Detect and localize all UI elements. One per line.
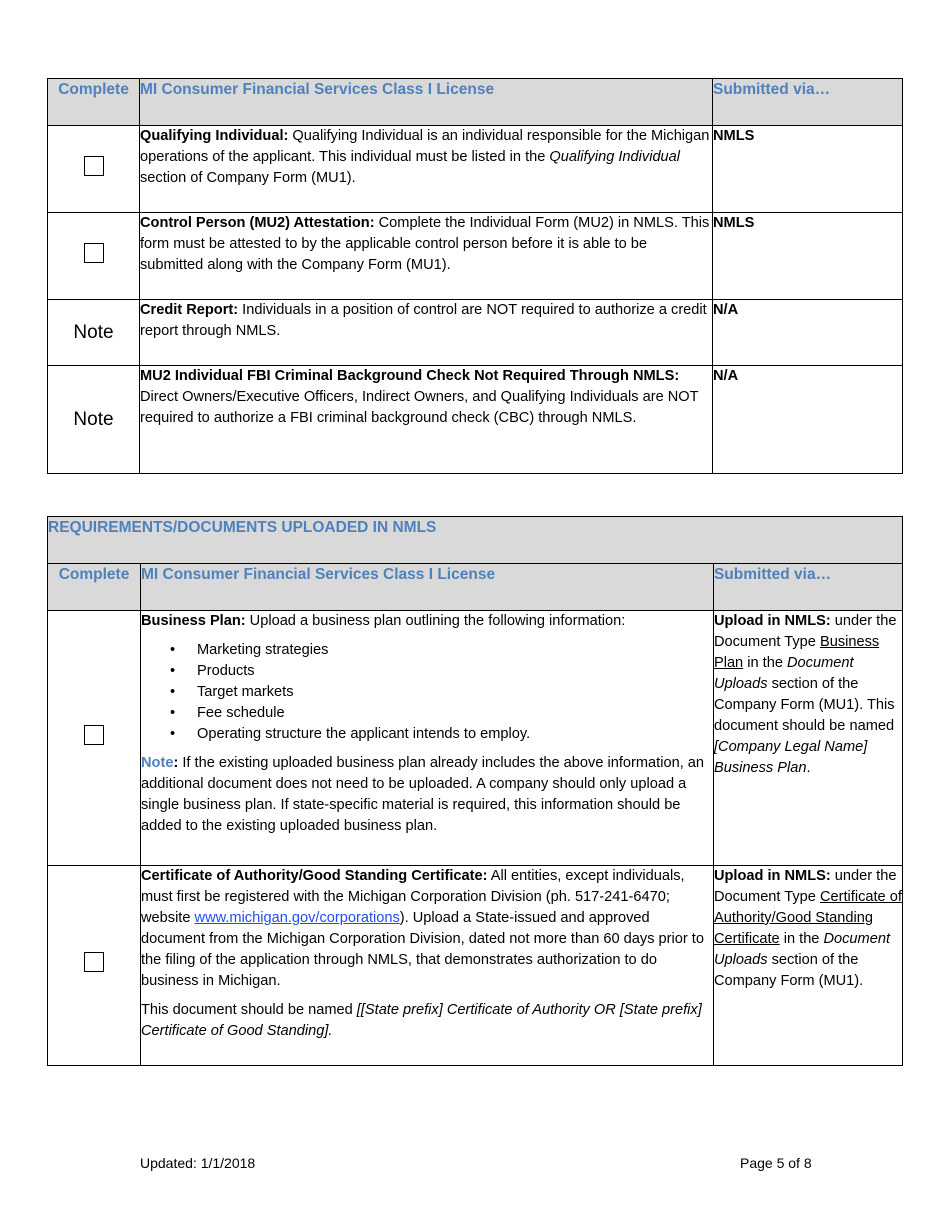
submitted-text: in the	[779, 931, 824, 947]
submitted-text: under the Document Type	[713, 868, 897, 905]
requirement-text: section of Company Form (MU1).	[140, 170, 356, 186]
complete-cell	[48, 611, 141, 866]
column-header-submitted: Submitted via…	[713, 79, 903, 126]
document-name: [Company Legal Name] Business Plan	[713, 739, 868, 776]
list-item: • Target markets	[141, 682, 713, 703]
requirement-title: Qualifying Individual:	[140, 128, 289, 144]
complete-cell	[48, 126, 140, 213]
table-row	[48, 366, 903, 474]
note-colon: :	[173, 755, 179, 771]
requirement-text: All entities, except individuals, must first be registered with the Michigan Corporation Division (ph. 517-241-6470; website	[141, 868, 685, 926]
submitted-cell	[713, 300, 903, 366]
requirement-text: ). Upload a State-issued and approved document from the Michigan Corporation Division, dated not more than 60 days prior to the filing of the application through NMLS, that demonstrates authorization to do business in Michigan.	[141, 910, 704, 989]
column-header-complete: Complete	[48, 79, 140, 126]
submitted-value: N/A	[713, 302, 739, 318]
requirement-cell	[140, 300, 713, 366]
corporations-link[interactable]: www.michigan.gov/corporations	[194, 910, 400, 926]
requirement-cell	[140, 126, 713, 213]
column-header-license: MI Consumer Financial Services Class I License	[140, 79, 713, 126]
table-row	[48, 126, 903, 213]
list-item: • Products	[141, 661, 713, 682]
uploads-table	[47, 516, 903, 1066]
submitted-cell	[713, 866, 902, 1066]
footer-page-number: Page 5 of 8	[740, 1155, 812, 1171]
submitted-text: section of the Company Form (MU1). This document should be named	[713, 676, 895, 734]
list-item: • Fee schedule	[141, 703, 713, 724]
requirement-title: MU2 Individual FBI Criminal Background Check Not Required Through NMLS:	[140, 368, 680, 384]
requirement-text: Direct Owners/Executive Officers, Indirect Owners, and Qualifying Individuals are NOT required to authorize a FBI criminal background check (CBC) through NMLS.	[140, 389, 699, 426]
requirements-table	[47, 78, 903, 474]
submitted-value: NMLS	[713, 128, 755, 144]
requirement-title: Certificate of Authority/Good Standing Certificate:	[141, 868, 488, 884]
complete-checkbox[interactable]	[84, 952, 104, 972]
note-label: Note	[48, 366, 140, 474]
submitted-label: Upload in NMLS:	[713, 868, 831, 884]
table-header-row	[48, 79, 903, 126]
submitted-cell	[713, 126, 903, 213]
submitted-value: NMLS	[713, 215, 755, 231]
requirement-italic: Qualifying Individual	[549, 149, 681, 165]
requirement-text: This document should be named	[141, 1002, 357, 1018]
requirement-cell	[141, 611, 714, 866]
table-row	[48, 213, 903, 300]
section-name: Document Uploads	[713, 931, 890, 968]
footer-updated: Updated: 1/1/2018	[140, 1155, 256, 1171]
requirement-text: Complete the Individual Form (MU2) in NMLS. This form must be attested to by the applicable control person before it is able to be submitted along with the Company Form (MU1).	[140, 215, 710, 273]
submitted-cell	[713, 611, 902, 866]
submitted-text: .	[806, 760, 811, 776]
list-item: • Operating structure the applicant intends to employ.	[141, 724, 713, 745]
table-row	[48, 611, 903, 866]
requirement-cell	[141, 866, 714, 1066]
requirement-text: Qualifying Individual is an individual responsible for the Michigan operations of the applicant. This individual must be listed in the	[140, 128, 710, 165]
section-name: Document Uploads	[713, 655, 854, 692]
list-item: • Marketing strategies	[141, 640, 713, 661]
note-label: Note	[48, 300, 140, 366]
complete-checkbox[interactable]	[84, 243, 104, 263]
document-type: Certificate of Authority/Good Standing Certificate	[713, 889, 902, 947]
document-type: Business Plan	[713, 634, 880, 671]
requirement-title: Business Plan:	[141, 613, 246, 629]
submitted-value: N/A	[713, 368, 739, 384]
requirement-title: Control Person (MU2) Attestation:	[140, 215, 375, 231]
submitted-text: in the	[743, 655, 787, 671]
submitted-text: under the Document Type	[713, 613, 897, 650]
note-label: Note	[141, 755, 174, 771]
column-header-license: MI Consumer Financial Services Class I License	[141, 564, 714, 611]
document-name: [[State prefix] Certificate of Authority OR [State prefix] Certificate of Good Standing].	[141, 1002, 702, 1039]
submitted-text: section of the Company Form (MU1).	[713, 952, 864, 989]
complete-checkbox[interactable]	[84, 156, 104, 176]
requirement-text: Upload a business plan outlining the following information:	[245, 613, 626, 629]
section-title: REQUIREMENTS/DOCUMENTS UPLOADED IN NMLS	[48, 517, 903, 564]
requirement-cell	[140, 366, 713, 474]
table-header-row	[48, 564, 903, 611]
column-header-submitted: Submitted via…	[713, 564, 902, 611]
note-text: If the existing uploaded business plan already includes the above information, an additional document does not need to be uploaded. A company should only upload a single business plan. If state-specific material is required, this information should be added to the existing uploaded business plan.	[141, 755, 705, 834]
column-header-complete: Complete	[48, 564, 141, 611]
requirement-text: Individuals in a position of control are NOT required to authorize a credit report through NMLS.	[140, 302, 707, 339]
submitted-cell	[713, 213, 903, 300]
table-row	[48, 866, 903, 1066]
requirement-title: Credit Report:	[140, 302, 239, 318]
requirement-cell	[140, 213, 713, 300]
table-row	[48, 300, 903, 366]
section-title-row	[48, 517, 903, 564]
complete-cell	[48, 213, 140, 300]
bullet-list	[141, 640, 713, 745]
complete-checkbox[interactable]	[84, 725, 104, 745]
submitted-label: Upload in NMLS:	[713, 613, 831, 629]
complete-cell	[48, 866, 141, 1066]
submitted-cell	[713, 366, 903, 474]
